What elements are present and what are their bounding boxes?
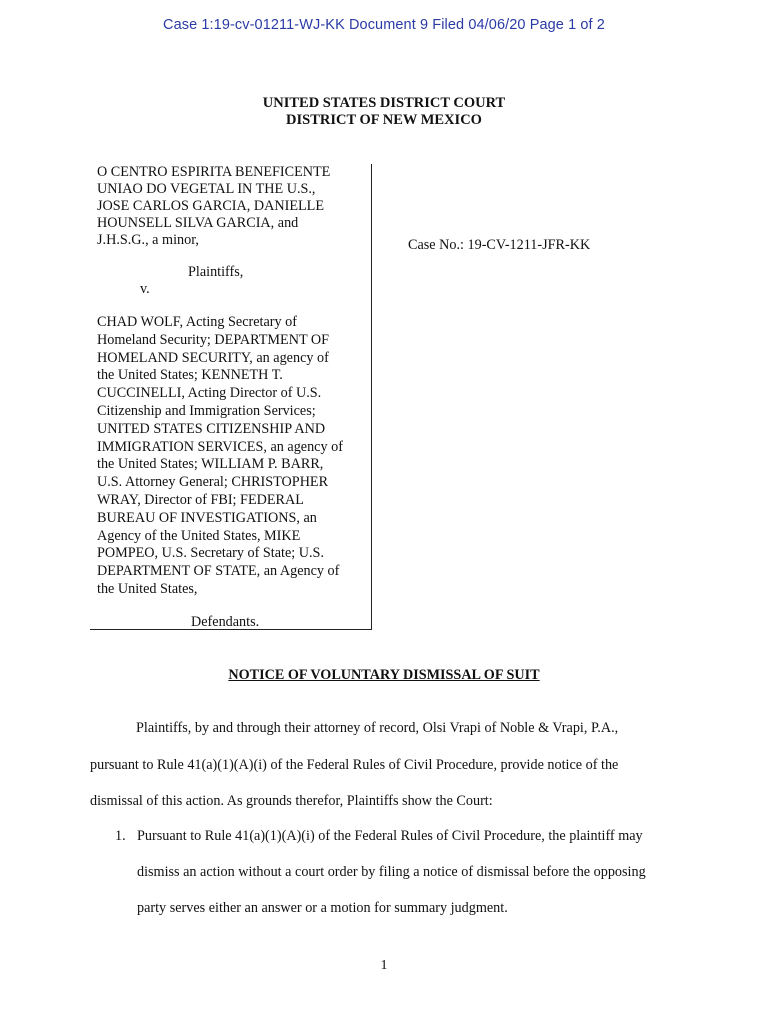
item1-line-2: dismiss an action without a court order by filing a notice of dismissal before the opposing — [137, 864, 646, 880]
list-item-number: 1. — [115, 828, 126, 844]
court-heading — [0, 95, 768, 129]
intro-line-2: pursuant to Rule 41(a)(1)(A)(i) of the Federal Rules of Civil Procedure, provide notice of the — [90, 757, 619, 773]
page-number: 1 — [380, 958, 388, 973]
defendants-names: CHAD WOLF, Acting Secretary of Homeland Security; DEPARTMENT OF HOMELAND SECURITY, an agency of the United States; KENNETH T. CUCCINELLI, Acting Director of U.S. Citizenship and Immigration Services; UNITED STATES CITIZENSHIP AND IMMIGRATION SERVICES, an agency of the United States; WILLIAM P. BARR, U.S. Attorney General; CHRISTOPHER WRAY, Director of FBI; FEDERAL BUREAU OF INVESTIGATIONS, an Agency of the United States, MIKE POMPEO, U.S. Secretary of State; U.S. DEPARTMENT OF STATE, an Agency of the United States, — [97, 314, 343, 597]
court-district: DISTRICT OF NEW MEXICO — [286, 112, 482, 128]
plaintiffs-names: O CENTRO ESPIRITA BENEFICENTE UNIAO DO VEGETAL IN THE U.S., JOSE CARLOS GARCIA, DANIELLE HOUNSELL SILVA GARCIA, and J.H.S.G., a minor, — [97, 164, 331, 248]
intro-line-3: dismissal of this action. As grounds therefor, Plaintiffs show the Court: — [90, 793, 493, 809]
item1-line-1: Pursuant to Rule 41(a)(1)(A)(i) of the Federal Rules of Civil Procedure, the plaintiff may — [137, 828, 643, 844]
case-number: Case No.: 19-CV-1211-JFR-KK — [408, 237, 591, 253]
case-caption — [90, 164, 372, 630]
filing-stamp: Case 1:19-cv-01211-WJ-KK Document 9 Filed 04/06/20 Page 1 of 2 — [163, 17, 605, 33]
notice-title: NOTICE OF VOLUNTARY DISMISSAL OF SUIT — [228, 667, 540, 683]
plaintiffs-label: Plaintiffs, — [188, 264, 244, 280]
defendants-label: Defendants. — [191, 614, 260, 630]
versus-label: v. — [140, 281, 150, 297]
item1-line-3: party serves either an answer or a motion for summary judgment. — [137, 900, 508, 916]
court-name: UNITED STATES DISTRICT COURT — [262, 95, 506, 111]
intro-line-1: Plaintiffs, by and through their attorney of record, Olsi Vrapi of Noble & Vrapi, P.A., — [136, 720, 619, 736]
